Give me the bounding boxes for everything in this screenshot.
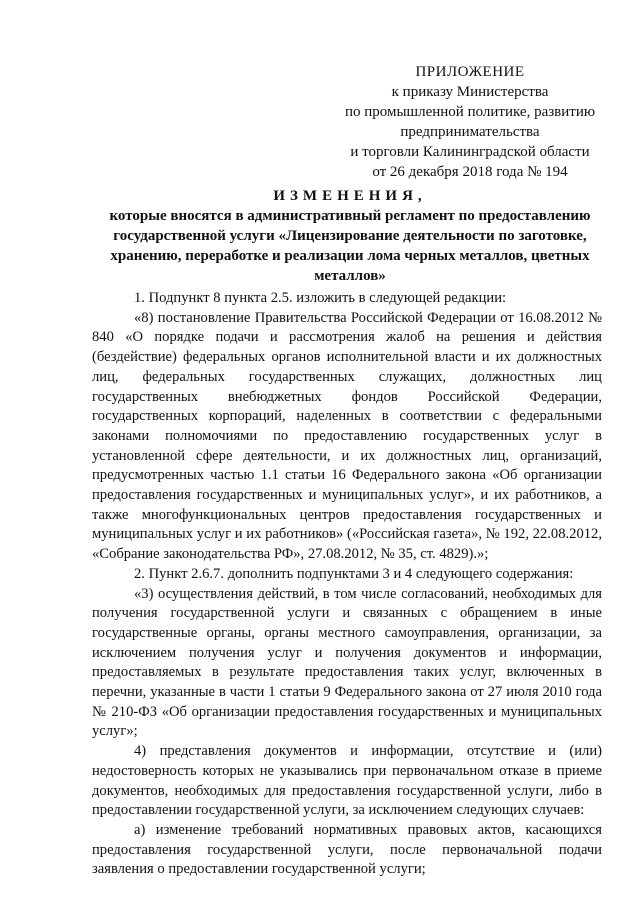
appendix-title: ПРИЛОЖЕНИЕ	[415, 64, 525, 80]
appendix-line: и торговли Калининградской области	[350, 144, 590, 160]
paragraph: 2. Пункт 2.6.7. дополнить подпунктами 3 и 4 следующего содержания:	[134, 565, 574, 582]
appendix-line: предпринимательства	[400, 124, 540, 140]
heading-changes: ИЗМЕНЕНИЯ,	[273, 188, 427, 204]
paragraph: 4) представления документов и информации, отсутствие и (или) недостоверность которых не указывались при первоначальном отказе в приеме документов, необходимых для предоставления государственной услуги, либо в предоставлении государственной услуги, за исключением следующих случаев:	[92, 743, 602, 819]
appendix-line: по промышленной политике, развитию	[344, 104, 596, 120]
paragraph: «3) осуществления действий, в том числе согласований, необходимых для получения государственной услуги и связанных с обращением в иные государственные органы, органы местного самоуправления, организации, за исключением получения услуг и получения документов и информации, предоставляемых в результате предоставления таких услуг, включенных в перечни, указанные в части 1 статьи 9 Федерального закона от 27 июля 2010 года № 210-ФЗ «Об организации предоставления государственных и муниципальных услуг»;	[92, 585, 602, 740]
paragraph: 1. Подпункт 8 пункта 2.5. изложить в следующей редакции:	[134, 290, 507, 306]
appendix-block	[330, 62, 610, 182]
document-heading	[90, 186, 610, 286]
paragraph: «8) постановление Правительства Российской Федерации от 16.08.2012 № 840 «О порядке подачи и рассмотрения жалоб на решения и действия (бездействие) федеральных органов исполнительной власти и их должностных лиц, федеральных государственных служащих, должностных лиц государственных внебюджетных фондов Российской Федерации, государственных корпораций, наделенных в соответствии с федеральными законами полномочиями по предоставлению государственных услуг в установленной сфере деятельности, и их должностных лиц, организаций, предусмотренных частью 1.1 статьи 16 Федерального закона «Об организации предоставления государственных и муниципальных услуг», и их работников, а также многофункциональных центров предоставления государственных и муниципальных услуг и их работников» («Российская газета», № 192, 22.08.2012, «Собрание законодательства РФ», 27.08.2012, № 35, ст. 4829).»;	[92, 309, 602, 563]
document-body	[92, 289, 602, 880]
appendix-line: к приказу Министерства	[391, 84, 549, 100]
heading-subtitle: которые вносятся в административный регламент по предоставлению государственной услуги «Лицензирование деятельности по заготовке, хранению, переработке и реализации лома черных металлов, цветных металлов»	[109, 208, 591, 284]
appendix-date: от 26 декабря 2018 года № 194	[372, 164, 568, 180]
paragraph: а) изменение требований нормативных правовых актов, касающихся предоставления государственной услуги, после первоначальной подачи заявления о предоставлении государственной услуги;	[92, 821, 602, 878]
